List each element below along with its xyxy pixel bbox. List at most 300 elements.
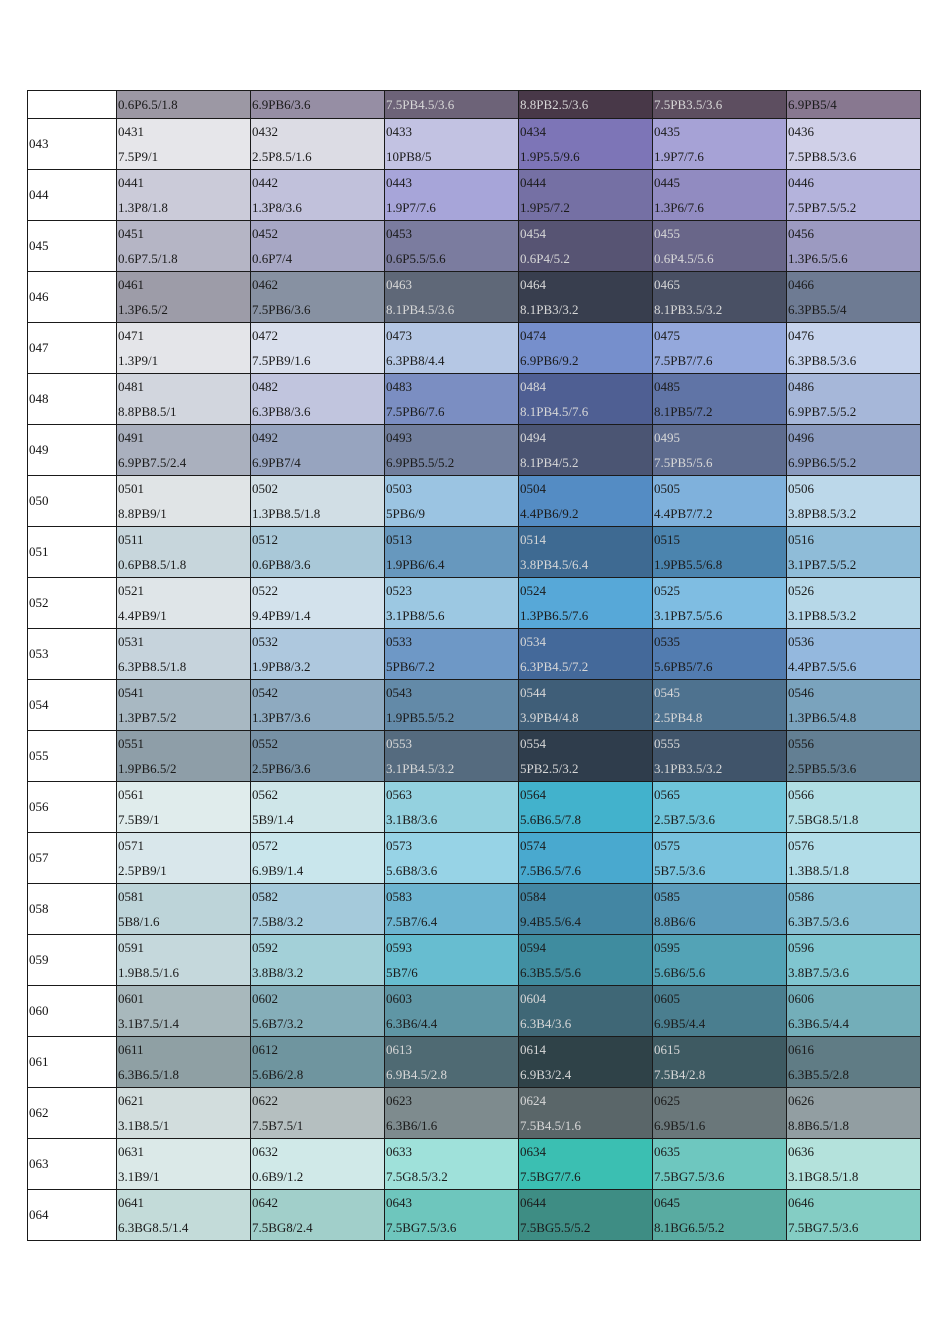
table-row	[28, 1037, 921, 1088]
swatch-code: 0533	[386, 634, 412, 649]
color-swatch	[519, 221, 653, 272]
swatch-notation: 1.9PB6/6.4	[386, 557, 445, 572]
swatch-code: 0534	[520, 634, 546, 649]
swatch-code: 0564	[520, 787, 546, 802]
table-row	[28, 170, 921, 221]
swatch-notation: 8.8PB9/1	[118, 506, 167, 521]
color-swatch	[787, 221, 921, 272]
row-label: 059	[29, 952, 49, 967]
swatch-code: 0512	[252, 532, 278, 547]
swatch-notation: 7.5B8/3.2	[252, 914, 304, 929]
color-swatch	[653, 1190, 787, 1241]
row-label: 064	[29, 1207, 49, 1222]
color-swatch	[385, 272, 519, 323]
row-label-cell	[28, 986, 117, 1037]
row-label: 052	[29, 595, 49, 610]
swatch-code: 0506	[788, 481, 814, 496]
color-swatch	[117, 425, 251, 476]
color-swatch	[385, 323, 519, 374]
swatch-code: 0596	[788, 940, 814, 955]
color-chart-table	[27, 90, 921, 1241]
color-swatch	[653, 425, 787, 476]
swatch-notation: 6.3PB4.5/7.2	[520, 659, 589, 674]
row-label-cell	[28, 374, 117, 425]
swatch-notation: 8.1PB3/3.2	[520, 302, 579, 317]
swatch-notation: 6.3B5.5/5.6	[520, 965, 582, 980]
color-swatch	[251, 935, 385, 986]
swatch-notation: 8.8B6.5/1.8	[788, 1118, 850, 1133]
table-row	[28, 935, 921, 986]
swatch-notation: 7.5PB4.5/3.6	[386, 97, 455, 112]
swatch-notation: 0.6P5.5/5.6	[386, 251, 446, 266]
color-swatch	[787, 680, 921, 731]
swatch-notation: 3.1PB8/5.6	[386, 608, 445, 623]
swatch-notation: 1.3B8.5/1.8	[788, 863, 850, 878]
color-swatch	[117, 272, 251, 323]
swatch-code: 0601	[118, 991, 144, 1006]
swatch-notation: 5.6B6.5/7.8	[520, 812, 582, 827]
row-label: 056	[29, 799, 49, 814]
swatch-notation: 7.5PB7/7.6	[654, 353, 713, 368]
color-swatch	[117, 119, 251, 170]
color-swatch	[251, 578, 385, 629]
swatch-notation: 3.9PB4/4.8	[520, 710, 579, 725]
row-label: 044	[29, 187, 49, 202]
swatch-notation: 7.5B9/1	[118, 812, 160, 827]
swatch-code: 0626	[788, 1093, 814, 1108]
swatch-notation: 7.5B6.5/7.6	[520, 863, 582, 878]
swatch-code: 0525	[654, 583, 680, 598]
swatch-code: 0623	[386, 1093, 412, 1108]
color-chart-body	[28, 91, 921, 1241]
swatch-notation: 4.4PB7/7.2	[654, 506, 713, 521]
color-swatch	[385, 476, 519, 527]
swatch-notation: 7.5P9/1	[118, 149, 159, 164]
swatch-notation: 3.1PB7.5/5.6	[654, 608, 723, 623]
swatch-code: 0524	[520, 583, 546, 598]
swatch-code: 0625	[654, 1093, 680, 1108]
row-label: 043	[29, 136, 49, 151]
swatch-notation: 1.3PB8.5/1.8	[252, 506, 321, 521]
color-swatch	[117, 884, 251, 935]
swatch-code: 0576	[788, 838, 814, 853]
swatch-code: 0532	[252, 634, 278, 649]
swatch-notation: 4.4PB9/1	[118, 608, 167, 623]
swatch-code: 0624	[520, 1093, 546, 1108]
swatch-code: 0496	[788, 430, 814, 445]
swatch-code: 0613	[386, 1042, 412, 1057]
swatch-code: 0454	[520, 226, 546, 241]
table-row	[28, 1139, 921, 1190]
swatch-code: 0472	[252, 328, 278, 343]
swatch-notation: 2.5PB6/3.6	[252, 761, 311, 776]
swatch-notation: 3.8B8/3.2	[252, 965, 304, 980]
swatch-notation: 5B7/6	[386, 965, 418, 980]
color-swatch	[519, 476, 653, 527]
swatch-code: 0543	[386, 685, 412, 700]
swatch-notation: 1.9P5.5/9.6	[520, 149, 580, 164]
swatch-code: 0582	[252, 889, 278, 904]
color-swatch	[385, 374, 519, 425]
color-swatch	[519, 629, 653, 680]
table-row	[28, 374, 921, 425]
swatch-code: 0485	[654, 379, 680, 394]
swatch-notation: 4.4PB7.5/5.6	[788, 659, 857, 674]
table-row	[28, 91, 921, 119]
swatch-code: 0444	[520, 175, 546, 190]
color-swatch	[653, 578, 787, 629]
swatch-notation: 6.9PB7.5/2.4	[118, 455, 187, 470]
swatch-code: 0494	[520, 430, 546, 445]
color-swatch	[519, 119, 653, 170]
swatch-code: 0442	[252, 175, 278, 190]
color-swatch	[251, 221, 385, 272]
color-swatch	[251, 170, 385, 221]
swatch-code: 0536	[788, 634, 814, 649]
row-label-cell	[28, 1190, 117, 1241]
row-label-cell	[28, 1037, 117, 1088]
swatch-notation: 6.9PB5/4	[788, 97, 837, 112]
swatch-code: 0462	[252, 277, 278, 292]
swatch-notation: 2.5B7.5/3.6	[654, 812, 716, 827]
color-swatch	[117, 629, 251, 680]
color-swatch	[117, 1190, 251, 1241]
row-label-cell	[28, 272, 117, 323]
row-label-cell	[28, 476, 117, 527]
swatch-notation: 7.5G8.5/3.2	[386, 1169, 448, 1184]
color-swatch	[653, 374, 787, 425]
swatch-notation: 6.9B9/1.4	[252, 863, 304, 878]
swatch-code: 0495	[654, 430, 680, 445]
swatch-code: 0436	[788, 124, 814, 139]
color-swatch	[519, 833, 653, 884]
color-swatch	[653, 1088, 787, 1139]
swatch-code: 0535	[654, 634, 680, 649]
swatch-code: 0513	[386, 532, 412, 547]
swatch-code: 0581	[118, 889, 144, 904]
color-swatch	[251, 425, 385, 476]
swatch-notation: 1.9B8.5/1.6	[118, 965, 180, 980]
color-swatch	[519, 374, 653, 425]
color-swatch	[787, 374, 921, 425]
color-swatch	[117, 578, 251, 629]
swatch-notation: 5.6PB5/7.6	[654, 659, 713, 674]
color-swatch	[519, 782, 653, 833]
swatch-notation: 6.3B5.5/2.8	[788, 1067, 850, 1082]
swatch-code: 0603	[386, 991, 412, 1006]
table-row	[28, 884, 921, 935]
color-swatch	[787, 1190, 921, 1241]
swatch-code: 0605	[654, 991, 680, 1006]
swatch-notation: 1.9P7/7.6	[386, 200, 436, 215]
swatch-code: 0541	[118, 685, 144, 700]
color-swatch	[653, 629, 787, 680]
color-swatch	[251, 476, 385, 527]
swatch-notation: 7.5BG8.5/1.8	[788, 812, 859, 827]
color-swatch	[251, 1139, 385, 1190]
swatch-code: 0544	[520, 685, 546, 700]
row-label: 054	[29, 697, 49, 712]
swatch-notation: 6.9PB6/9.2	[520, 353, 579, 368]
swatch-notation: 3.1B9/1	[118, 1169, 160, 1184]
swatch-code: 0445	[654, 175, 680, 190]
swatch-code: 0484	[520, 379, 546, 394]
swatch-code: 0642	[252, 1195, 278, 1210]
swatch-code: 0595	[654, 940, 680, 955]
swatch-code: 0575	[654, 838, 680, 853]
color-swatch	[519, 527, 653, 578]
swatch-notation: 0.6P7.5/1.8	[118, 251, 178, 266]
color-swatch	[787, 272, 921, 323]
color-swatch	[251, 731, 385, 782]
swatch-code: 0501	[118, 481, 144, 496]
swatch-notation: 8.1PB4/5.2	[520, 455, 579, 470]
color-swatch	[787, 935, 921, 986]
color-swatch	[117, 527, 251, 578]
swatch-code: 0483	[386, 379, 412, 394]
swatch-notation: 3.1PB7.5/5.2	[788, 557, 857, 572]
row-label: 055	[29, 748, 49, 763]
swatch-code: 0641	[118, 1195, 144, 1210]
swatch-code: 0522	[252, 583, 278, 598]
swatch-notation: 1.9PB8/3.2	[252, 659, 311, 674]
color-swatch	[385, 935, 519, 986]
swatch-notation: 7.5B4.5/1.6	[520, 1118, 582, 1133]
color-swatch	[385, 527, 519, 578]
swatch-notation: 1.3P9/1	[118, 353, 159, 368]
color-swatch	[519, 680, 653, 731]
color-swatch	[787, 782, 921, 833]
swatch-notation: 6.9B5/4.4	[654, 1016, 706, 1031]
swatch-code: 0614	[520, 1042, 546, 1057]
swatch-notation: 0.6B9/1.2	[252, 1169, 304, 1184]
color-swatch	[653, 935, 787, 986]
swatch-code: 0551	[118, 736, 144, 751]
swatch-notation: 8.8PB8.5/1	[118, 404, 177, 419]
swatch-notation: 2.5PB9/1	[118, 863, 167, 878]
swatch-notation: 6.9PB5.5/5.2	[386, 455, 455, 470]
color-swatch	[519, 578, 653, 629]
color-swatch	[787, 323, 921, 374]
color-swatch	[653, 884, 787, 935]
swatch-notation: 7.5B4/2.8	[654, 1067, 706, 1082]
swatch-notation: 1.3PB6.5/4.8	[788, 710, 857, 725]
row-label-cell	[28, 1139, 117, 1190]
color-swatch	[787, 476, 921, 527]
swatch-code: 0634	[520, 1144, 546, 1159]
swatch-notation: 5PB6/9	[386, 506, 426, 521]
swatch-notation: 3.1B8/3.6	[386, 812, 438, 827]
swatch-notation: 1.3P8/3.6	[252, 200, 302, 215]
swatch-notation: 3.8B7.5/3.6	[788, 965, 850, 980]
swatch-code: 0591	[118, 940, 144, 955]
color-swatch	[787, 833, 921, 884]
swatch-notation: 5.6B8/3.6	[386, 863, 438, 878]
swatch-notation: 1.3P6.5/5.6	[788, 251, 848, 266]
swatch-notation: 6.9B3/2.4	[520, 1067, 572, 1082]
swatch-notation: 6.3B6.5/1.8	[118, 1067, 180, 1082]
swatch-code: 0476	[788, 328, 814, 343]
swatch-notation: 1.9PB5.5/5.2	[386, 710, 455, 725]
color-swatch	[653, 119, 787, 170]
color-swatch	[385, 119, 519, 170]
row-label-cell	[28, 170, 117, 221]
color-swatch	[519, 884, 653, 935]
color-swatch	[519, 91, 653, 119]
swatch-code: 0443	[386, 175, 412, 190]
row-label-cell	[28, 425, 117, 476]
swatch-code: 0615	[654, 1042, 680, 1057]
color-swatch	[385, 578, 519, 629]
swatch-code: 0523	[386, 583, 412, 598]
row-label: 058	[29, 901, 49, 916]
table-row	[28, 272, 921, 323]
swatch-notation: 8.1PB5/7.2	[654, 404, 713, 419]
swatch-notation: 7.5PB3.5/3.6	[654, 97, 723, 112]
swatch-notation: 6.3B4/3.6	[520, 1016, 572, 1031]
swatch-code: 0561	[118, 787, 144, 802]
swatch-notation: 8.1PB4.5/7.6	[520, 404, 589, 419]
swatch-code: 0583	[386, 889, 412, 904]
swatch-code: 0482	[252, 379, 278, 394]
swatch-notation: 5B9/1.4	[252, 812, 294, 827]
swatch-notation: 1.9P5/7.2	[520, 200, 570, 215]
color-swatch	[653, 527, 787, 578]
swatch-code: 0616	[788, 1042, 814, 1057]
swatch-code: 0492	[252, 430, 278, 445]
row-label: 060	[29, 1003, 49, 1018]
row-label-cell	[28, 1088, 117, 1139]
swatch-code: 0571	[118, 838, 144, 853]
swatch-notation: 4.4PB6/9.2	[520, 506, 579, 521]
swatch-notation: 6.3PB5.5/4	[788, 302, 847, 317]
row-label-cell	[28, 782, 117, 833]
swatch-notation: 8.8PB2.5/3.6	[520, 97, 589, 112]
swatch-code: 0546	[788, 685, 814, 700]
row-label-cell	[28, 119, 117, 170]
swatch-code: 0434	[520, 124, 546, 139]
color-swatch	[519, 272, 653, 323]
swatch-notation: 6.9PB7.5/5.2	[788, 404, 857, 419]
row-label: 045	[29, 238, 49, 253]
color-swatch	[519, 425, 653, 476]
table-row	[28, 578, 921, 629]
color-swatch	[787, 578, 921, 629]
swatch-notation: 0.6PB8/3.6	[252, 557, 311, 572]
table-row	[28, 680, 921, 731]
color-swatch	[251, 986, 385, 1037]
color-swatch	[385, 1190, 519, 1241]
swatch-notation: 8.1BG6.5/5.2	[654, 1220, 725, 1235]
color-swatch	[117, 1088, 251, 1139]
swatch-code: 0486	[788, 379, 814, 394]
swatch-code: 0565	[654, 787, 680, 802]
row-label: 046	[29, 289, 49, 304]
color-swatch	[251, 833, 385, 884]
swatch-notation: 7.5PB6/7.6	[386, 404, 445, 419]
color-swatch	[117, 986, 251, 1037]
swatch-code: 0433	[386, 124, 412, 139]
row-label: 051	[29, 544, 49, 559]
swatch-notation: 3.1BG8.5/1.8	[788, 1169, 859, 1184]
color-swatch	[385, 91, 519, 119]
color-swatch	[519, 323, 653, 374]
color-swatch	[787, 1139, 921, 1190]
swatch-code: 0636	[788, 1144, 814, 1159]
row-label: 053	[29, 646, 49, 661]
swatch-code: 0555	[654, 736, 680, 751]
table-row	[28, 1088, 921, 1139]
color-swatch	[787, 1037, 921, 1088]
swatch-notation: 7.5PB5/5.6	[654, 455, 713, 470]
color-swatch	[653, 272, 787, 323]
color-swatch	[251, 1037, 385, 1088]
row-label: 063	[29, 1156, 49, 1171]
swatch-code: 0643	[386, 1195, 412, 1210]
table-row	[28, 527, 921, 578]
color-swatch	[787, 527, 921, 578]
swatch-notation: 2.5P8.5/1.6	[252, 149, 312, 164]
swatch-code: 0511	[118, 532, 144, 547]
swatch-code: 0456	[788, 226, 814, 241]
swatch-code: 0473	[386, 328, 412, 343]
swatch-notation: 7.5BG8/2.4	[252, 1220, 313, 1235]
row-label-cell	[28, 91, 117, 119]
swatch-notation: 7.5B7.5/1	[252, 1118, 304, 1133]
swatch-notation: 7.5BG7/7.6	[520, 1169, 581, 1184]
color-swatch	[385, 1088, 519, 1139]
swatch-code: 0644	[520, 1195, 546, 1210]
swatch-notation: 7.5BG7.5/3.6	[788, 1220, 859, 1235]
swatch-notation: 5.6B6/2.8	[252, 1067, 304, 1082]
swatch-notation: 8.1PB4.5/3.6	[386, 302, 455, 317]
table-row	[28, 221, 921, 272]
color-swatch	[787, 119, 921, 170]
row-label: 062	[29, 1105, 49, 1120]
swatch-notation: 6.3PB8/4.4	[386, 353, 445, 368]
swatch-notation: 1.3P6/7.6	[654, 200, 704, 215]
table-row	[28, 731, 921, 782]
color-swatch	[385, 1037, 519, 1088]
swatch-code: 0515	[654, 532, 680, 547]
table-row	[28, 833, 921, 884]
swatch-notation: 1.9PB6.5/2	[118, 761, 177, 776]
color-swatch	[385, 731, 519, 782]
swatch-notation: 3.1PB3.5/3.2	[654, 761, 723, 776]
swatch-code: 0542	[252, 685, 278, 700]
swatch-code: 0451	[118, 226, 144, 241]
color-swatch	[519, 1190, 653, 1241]
swatch-notation: 0.6P4/5.2	[520, 251, 570, 266]
color-swatch	[385, 629, 519, 680]
swatch-notation: 6.3B6/1.6	[386, 1118, 438, 1133]
swatch-code: 0604	[520, 991, 546, 1006]
table-row	[28, 119, 921, 170]
swatch-notation: 3.1B8.5/1	[118, 1118, 170, 1133]
color-swatch	[519, 170, 653, 221]
row-label-cell	[28, 833, 117, 884]
swatch-code: 0526	[788, 583, 814, 598]
color-swatch	[251, 527, 385, 578]
color-swatch	[653, 170, 787, 221]
swatch-notation: 10PB8/5	[386, 149, 432, 164]
color-swatch	[653, 221, 787, 272]
swatch-notation: 5B7.5/3.6	[654, 863, 706, 878]
color-swatch	[385, 425, 519, 476]
color-swatch	[519, 986, 653, 1037]
color-swatch	[117, 1139, 251, 1190]
swatch-code: 0461	[118, 277, 144, 292]
